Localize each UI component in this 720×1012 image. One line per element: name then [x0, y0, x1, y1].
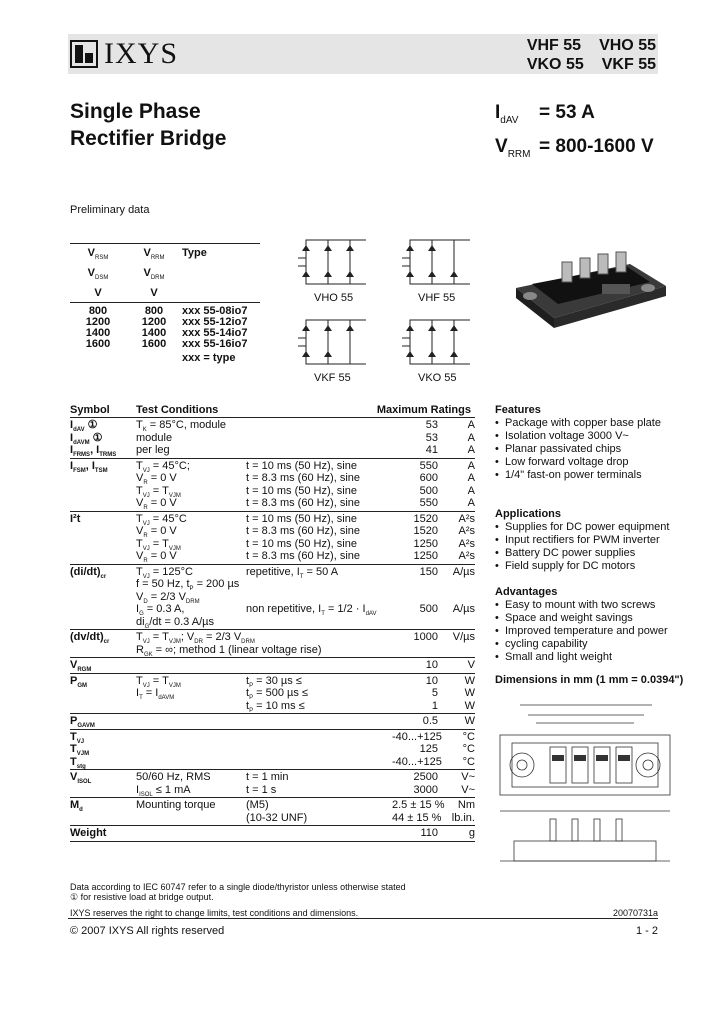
cell-condition: $V_R = 0$ V	[136, 550, 177, 565]
rights-notice: IXYS reserves the right to change limits, test conditions and dimensions.	[70, 908, 359, 918]
circuit-label: VKO 55	[418, 372, 457, 384]
copyright: © 2007 IXYS All rights reserved	[70, 925, 225, 937]
cell: xxx 55-12io7	[182, 316, 248, 329]
table-group	[70, 730, 475, 771]
table-row	[70, 472, 475, 485]
table-row	[70, 497, 475, 510]
maximum-ratings-table	[70, 404, 475, 842]
table-group	[70, 826, 475, 842]
cell-condition: $di_G/dt = 0.3$ A/µs	[136, 615, 214, 630]
cell-condition	[136, 756, 246, 769]
list-item: • cycling capability	[495, 638, 668, 651]
list-item: • Easy to mount with two screws	[495, 599, 668, 612]
cell-value: 1520	[413, 525, 438, 537]
table-group	[70, 674, 475, 715]
cell-value: 600	[419, 472, 438, 484]
cell-value	[392, 578, 438, 591]
header-ratings: Maximum Ratings	[376, 404, 471, 416]
cell-condition	[136, 743, 246, 756]
title-line: Single Phase	[70, 100, 201, 123]
cell-unit: V~	[461, 783, 475, 796]
cell-unit: A²s	[458, 525, 475, 537]
cell-unit: A	[467, 497, 475, 509]
cell: 1400	[141, 327, 167, 340]
table-group	[70, 418, 475, 459]
table-row	[70, 631, 475, 644]
preliminary-note: Preliminary data	[70, 204, 150, 216]
cell-value: -40...+125	[392, 730, 442, 743]
header-symbol: V	[87, 267, 95, 280]
part-numbers	[527, 36, 656, 74]
cell-symbol: Weight	[70, 827, 107, 839]
document-title	[70, 98, 226, 152]
part-number: VKO 55	[526, 56, 584, 73]
ixys-logo	[70, 38, 178, 70]
cell-condition: $T_{VJ} = 45^\circ C$	[136, 512, 187, 527]
cell-value: 3000	[413, 783, 438, 796]
cell-time: t = 1 s	[246, 783, 277, 796]
circuit-label: VHO 55	[314, 292, 354, 304]
cell-unit	[438, 644, 475, 657]
cell-time: t = 1 min	[246, 771, 289, 783]
table-header	[70, 404, 475, 418]
cell-symbol: $(di/dt)_{cr}$	[70, 565, 107, 580]
logo-text: IXYS	[104, 37, 179, 70]
cell-time	[246, 631, 392, 644]
cell-condition: $V_R = 0$ V	[136, 472, 177, 487]
table-group	[70, 770, 475, 798]
cell-condition: $V_R = 0$ V	[136, 497, 177, 512]
cell-unit: V~	[461, 771, 475, 783]
table-row	[70, 578, 475, 591]
cell-unit: V	[467, 659, 475, 671]
spec-symbol: I	[495, 102, 501, 123]
cell-value: 0.5	[422, 715, 438, 727]
table-row	[70, 513, 475, 526]
cell-time: $t_P = 10$ ms ≤	[246, 699, 305, 714]
table-row	[70, 353, 260, 364]
list-item: • Low forward voltage drop	[495, 456, 661, 469]
cell-value: 44 ± 15 %	[392, 811, 442, 824]
cell-condition: $V_D = 2/3$ $V_{DRM}$	[136, 590, 200, 605]
table-group	[70, 798, 475, 826]
cell-unit: A	[467, 431, 475, 444]
cell-value: 10	[425, 659, 438, 671]
part-number: VHO 55	[599, 37, 656, 54]
table-row	[70, 485, 475, 498]
cell-symbol	[70, 700, 136, 713]
cell-value: 125	[419, 743, 438, 755]
cell-condition	[136, 731, 246, 744]
cell: xxx 55-16io7	[182, 338, 248, 351]
cell-symbol: $P_{GAVM}$	[70, 715, 95, 730]
cell-time: $t_P = 30$ µs ≤	[246, 674, 302, 689]
cell-condition: $T_K = 85^\circ C$, module	[136, 419, 227, 434]
cell-time	[246, 591, 392, 604]
cell-unit: W	[464, 699, 475, 712]
cell-symbol: $T_{VJM}$	[70, 743, 90, 758]
cell-condition	[136, 715, 246, 728]
list-item: • Small and light weight	[495, 651, 668, 664]
cell-time: t = 10 ms (50 Hz), sine	[246, 484, 357, 497]
cell-time: t = 8.3 ms (60 Hz), sine	[246, 497, 361, 509]
table-group	[70, 512, 475, 565]
cell-time	[246, 616, 392, 629]
dimension-drawing	[492, 695, 678, 883]
cell: 1200	[85, 316, 111, 329]
cell-condition: 50/60 Hz, RMS	[136, 771, 211, 783]
table-row	[70, 644, 475, 657]
cell-condition: $T_{VJ} = T_{VJM}$	[136, 484, 181, 499]
table-row	[70, 743, 475, 756]
cell-condition: Mounting torque	[136, 799, 216, 811]
list-item: • Package with copper base plate	[495, 417, 661, 430]
table-row	[70, 771, 475, 784]
cell-time	[246, 432, 392, 445]
cell-unit: Nm	[457, 799, 475, 811]
cell-time: t = 8.3 ms (60 Hz), sine	[246, 550, 361, 562]
cell-symbol	[70, 644, 136, 657]
cell-condition: f = 50 Hz, $t_P = 200$ µs	[136, 578, 240, 593]
table-row	[70, 675, 475, 688]
cell-unit: V/µs	[452, 631, 475, 643]
section-title: Advantages	[495, 586, 558, 598]
list-item: • Field supply for DC motors	[495, 560, 669, 573]
table-body	[70, 418, 475, 842]
cell-symbol: $I_{dAVM}$ ①	[70, 431, 103, 446]
list-item: • Planar passivated chips	[495, 443, 661, 456]
cell-condition: per leg	[136, 444, 170, 456]
cell-unit: A	[467, 472, 475, 484]
cell-unit: A²s	[458, 550, 475, 562]
cell-value: 1000	[413, 631, 438, 643]
cell-value	[392, 591, 438, 604]
cell-time: non repetitive, $I_T = 1/2 \cdot I_{dAV}$	[246, 603, 377, 618]
cell-time: $t_P = 500$ µs ≤	[246, 687, 308, 702]
cell-unit: A	[467, 444, 475, 456]
cell-symbol	[70, 591, 136, 604]
table-row	[70, 591, 475, 604]
cell: 1600	[141, 338, 167, 351]
cell-condition: $T_{VJ} = 45^\circ C$;	[136, 459, 190, 474]
table-group	[70, 459, 475, 512]
table-group	[70, 630, 475, 658]
header-symbol: Symbol	[70, 404, 110, 416]
cell-time	[246, 731, 392, 744]
circuit-diagram-vko	[400, 314, 478, 370]
cell-value: 2.5 ± 15 %	[392, 799, 445, 811]
list-item: • Isolation voltage 3000 V~	[495, 430, 661, 443]
module-photo	[510, 240, 670, 340]
cell-symbol: $V_{ISOL}$	[70, 771, 92, 786]
cell-condition: $I_G = 0.3$ A,	[136, 603, 185, 618]
cell-time	[246, 743, 392, 756]
table-row	[70, 603, 475, 616]
list-item: • Battery DC power supplies	[495, 547, 669, 560]
list-item: • Improved temperature and power	[495, 625, 668, 638]
cell-symbol: $I_{dAV}$ ①	[70, 419, 98, 434]
cell-unit: °C	[462, 743, 475, 755]
spec-subscript: RRM	[507, 148, 531, 160]
footer-rule	[68, 918, 658, 919]
cell-symbol: $(dv/dt)_{cr}$	[70, 631, 110, 646]
spec-symbol: V	[495, 135, 508, 157]
cell-time: t = 10 ms (50 Hz), sine	[246, 537, 357, 550]
cell-unit: A²s	[458, 537, 475, 550]
voltage-rating-table	[70, 243, 260, 364]
key-specs	[495, 100, 654, 168]
cell: 800	[144, 305, 164, 318]
circuit-diagram-vhf	[400, 234, 478, 290]
cell-symbol	[70, 525, 136, 538]
cell-symbol: $T_{VJ}$	[70, 730, 85, 745]
table-row	[70, 784, 475, 797]
cell-time: t = 8.3 ms (60 Hz), sine	[246, 472, 361, 484]
cell-condition: $I_{ISOL} \le 1$ mA	[136, 783, 191, 798]
part-number: VHF 55	[526, 37, 582, 54]
cell-condition	[136, 827, 246, 840]
cell-symbol: $M_d$	[70, 799, 83, 814]
footnote-line: ① for resistive load at bridge output.	[70, 892, 214, 902]
cell-value: 110	[420, 827, 438, 839]
cell-symbol: $I_{FSM}$, $I_{TSM}$	[70, 459, 108, 474]
cell-condition	[136, 659, 246, 672]
header-sub: RSM	[95, 255, 109, 262]
cell-unit: A/µs	[452, 603, 475, 615]
header-symbol: V	[87, 247, 95, 259]
cell-time	[246, 644, 392, 657]
cell-condition: $V_R = 0$ V	[136, 525, 177, 540]
list-item: • Supplies for DC power equipment	[495, 521, 669, 534]
cell-time: t = 10 ms (50 Hz), sine	[246, 512, 357, 525]
cell: 800	[88, 305, 108, 318]
applications-section	[495, 508, 669, 573]
cell-value: 1250	[413, 537, 438, 550]
cell-unit: °C	[462, 755, 475, 768]
list-item: • 1/4" fast-on power terminals	[495, 469, 661, 482]
cell-value: 41	[425, 444, 438, 456]
cell-value: 53	[425, 419, 438, 431]
cell-value: 1	[431, 699, 438, 712]
spec-subscript: dAV	[500, 114, 519, 126]
cell-time: (M5)	[246, 799, 269, 811]
cell-value: 500	[419, 484, 438, 497]
circuit-label: VHF 55	[418, 292, 456, 304]
header-symbol: V	[143, 247, 151, 259]
cell-symbol: I²t	[70, 512, 81, 525]
cell-condition: $R_{GK}$ = ∞; method 1 (linear voltage rise)	[136, 643, 322, 658]
cell-value: 1520	[413, 512, 438, 525]
cell-symbol: $T_{stg}$	[70, 755, 86, 770]
table-row	[70, 731, 475, 744]
table-row	[70, 799, 475, 812]
circuit-label: VKF 55	[314, 372, 351, 384]
cell-value: 150	[419, 565, 438, 578]
cell-symbol	[70, 812, 136, 825]
footnote-line: Data according to IEC 60747 refer to a single diode/thyristor unless otherwise stated	[70, 882, 406, 892]
cell: xxx 55-08io7	[182, 305, 248, 318]
cell-value: 2500	[413, 771, 438, 783]
cell-unit	[438, 591, 475, 604]
table-row	[70, 687, 475, 700]
table-row	[70, 715, 475, 728]
header-symbol: V	[143, 267, 151, 280]
cell-unit	[438, 616, 475, 629]
cell-symbol	[70, 550, 136, 563]
table-row	[70, 700, 475, 713]
list-item: • Input rectifiers for PWM inverter	[495, 534, 669, 547]
table-row	[70, 444, 475, 457]
header-unit: V	[94, 287, 102, 300]
spec-value: = 53 A	[539, 102, 595, 123]
cell-condition: $T_{VJ} = T_{VJM}$	[136, 674, 181, 689]
cell: xxx 55-14io7	[182, 327, 248, 340]
cell-condition: $I_T = I_{dAVM}$	[136, 687, 175, 702]
cell-value: 500	[419, 603, 438, 615]
section-title: Applications	[495, 508, 562, 520]
cell-value: 550	[419, 459, 438, 472]
cell-symbol	[70, 687, 136, 700]
cell-unit: g	[468, 827, 475, 839]
cell-time: repetitive, $I_T = 50$ A	[246, 565, 339, 580]
cell-condition: $T_{VJ} = T_{VJM}$; $V_{DR} = 2/3$ $V_{DRM}$	[136, 631, 255, 646]
footnote	[70, 882, 406, 902]
table-row	[70, 419, 475, 432]
cell-time: (10-32 UNF)	[246, 811, 308, 824]
cell-time	[246, 756, 392, 769]
cell-symbol	[70, 472, 136, 485]
cell: 1400	[85, 327, 111, 340]
cell: 1600	[85, 338, 111, 351]
ixys-logo-icon	[70, 40, 98, 68]
circuit-diagram-vkf	[296, 314, 374, 370]
cell-unit: W	[464, 715, 475, 727]
cell-unit: lb.in.	[451, 811, 475, 824]
cell-unit: W	[464, 687, 475, 699]
advantages-section	[495, 586, 668, 664]
cell-symbol	[70, 578, 136, 591]
cell-condition: $T_{VJ} = 125^\circ C$	[136, 565, 193, 580]
table-row	[70, 827, 475, 840]
cell-value: 5	[431, 687, 438, 699]
cell-time	[246, 444, 392, 457]
cell-condition: module	[136, 431, 173, 444]
cell-unit: A/µs	[452, 565, 475, 578]
cell-unit: A	[467, 484, 475, 497]
page-number: 1 - 2	[635, 925, 658, 937]
cell-value: 1250	[413, 550, 438, 562]
cell-symbol	[70, 538, 136, 551]
circuit-diagram-vho	[296, 234, 374, 290]
header-sub: DRM	[150, 275, 165, 282]
table-row	[70, 339, 260, 350]
cell-condition	[136, 700, 246, 713]
type-note: xxx = type	[182, 352, 236, 365]
features-section	[495, 404, 661, 482]
cell-symbol: $I_{FRMS}$, $I_{TRMS}$	[70, 444, 117, 459]
cell-symbol: $V_{RGM}$	[70, 659, 92, 674]
cell-symbol	[70, 784, 136, 797]
cell-value: 10	[425, 674, 438, 687]
table-row	[70, 538, 475, 551]
header-conditions: Test Conditions	[136, 404, 219, 416]
table-row	[70, 659, 475, 672]
cell-value: 550	[419, 497, 438, 509]
table-group	[70, 714, 475, 730]
table-row	[70, 460, 475, 473]
header-type: Type	[182, 247, 207, 259]
cell-condition: $T_{VJ} = T_{VJM}$	[136, 537, 181, 552]
header-sub: DSM	[95, 275, 109, 282]
table-row	[70, 525, 475, 538]
spec-value: = 800-1600 V	[539, 135, 654, 157]
header-unit: V	[150, 287, 158, 300]
cell-unit: A	[467, 419, 475, 431]
cell-unit: A²s	[458, 512, 475, 525]
dimensions-title: Dimensions in mm (1 mm = 0.0394")	[495, 674, 684, 686]
cell-value: -40...+125	[392, 755, 442, 768]
cell-symbol	[70, 603, 136, 616]
cell-symbol: $P_{GM}$	[70, 674, 88, 689]
table-row	[70, 550, 475, 563]
cell-unit: W	[464, 674, 475, 687]
table-row	[70, 566, 475, 579]
cell-time	[246, 659, 392, 672]
cell-symbol	[70, 616, 136, 629]
cell-time	[246, 419, 392, 432]
document-number: 20070731a	[612, 908, 658, 918]
header-sub: RRM	[150, 255, 165, 262]
cell-unit	[438, 578, 475, 591]
table-group	[70, 565, 475, 631]
cell-condition	[136, 812, 246, 825]
section-title: Features	[495, 404, 541, 416]
cell-time	[246, 715, 392, 728]
cell-symbol	[70, 485, 136, 498]
cell-time: t = 8.3 ms (60 Hz), sine	[246, 525, 361, 537]
cell-time: t = 10 ms (50 Hz), sine	[246, 459, 357, 472]
title-line: Rectifier Bridge	[70, 127, 227, 150]
cell: 1200	[141, 316, 167, 329]
cell-symbol	[70, 497, 136, 510]
table-row	[70, 756, 475, 769]
cell-time	[246, 578, 392, 591]
cell-unit: °C	[462, 730, 475, 743]
table-row	[70, 812, 475, 825]
cell-value	[392, 644, 438, 657]
part-number: VKF 55	[601, 56, 656, 73]
table-row	[70, 616, 475, 629]
cell-unit: A	[467, 459, 475, 472]
table-group	[70, 658, 475, 674]
cell-time	[246, 827, 392, 840]
cell-value: 53	[425, 431, 438, 444]
list-item: • Space and weight savings	[495, 612, 668, 625]
cell-value	[392, 616, 438, 629]
table-row	[70, 432, 475, 445]
